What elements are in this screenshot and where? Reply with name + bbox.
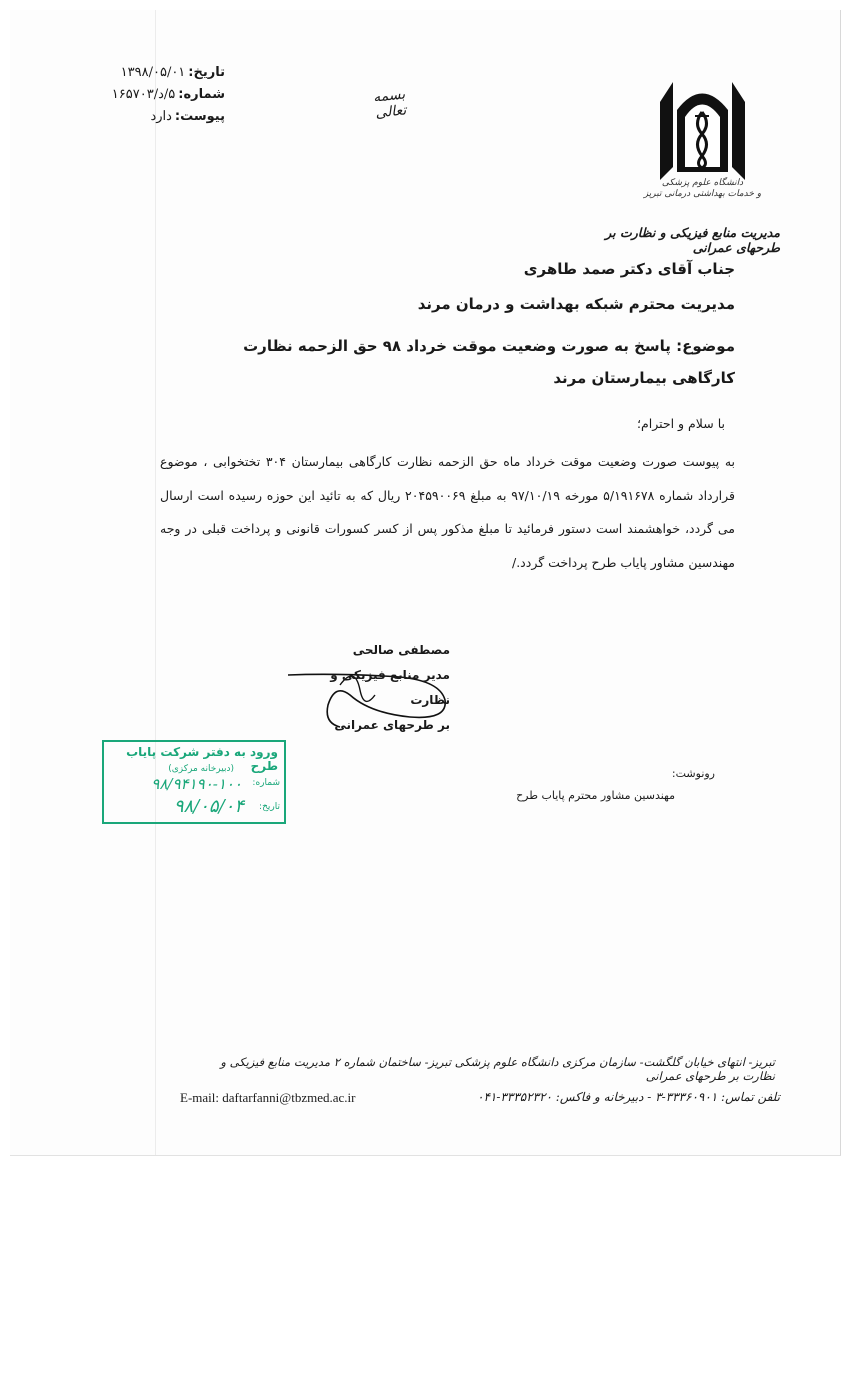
stamp-subtitle: (دبیرخانه مرکزی)	[168, 764, 234, 774]
date-value: ۱۳۹۸/۰۵/۰۱	[120, 65, 186, 80]
greeting: با سلام و احترام؛	[637, 416, 725, 431]
cc-label: رونوشت:	[671, 767, 715, 780]
attachment-label: پیوست:	[174, 109, 225, 124]
stamp-date-label: تاریخ:	[259, 802, 280, 812]
stamp-number-value: ۹۸/۹۴۱۹۰-۱۰۰	[151, 775, 242, 793]
attachment-row	[105, 106, 225, 128]
date-label: تاریخ:	[188, 65, 225, 80]
signer-name: مصطفی صالحی	[352, 643, 450, 657]
university-logo-icon	[655, 72, 750, 182]
stamp-number-label: شماره:	[252, 778, 280, 788]
receipt-stamp	[102, 740, 286, 824]
signature-block	[300, 638, 450, 738]
stamp-title: ورود به دفتر شرکت پایاب طرح	[126, 745, 278, 773]
signer-title-line2: بر طرحهای عمرانی	[334, 718, 450, 732]
letter-body: به پیوست صورت وضعیت موقت خرداد ماه حق الزحمه نظارت کارگاهی بیمارستان ۳۰۴ تختخوابی ، موضوع قرارداد شماره ۵/۱۹۱۶۷۸ مورخه ۹۷/۱۰/۱۹ به مبلغ ۲۰۴۵۹۰۰۶۹ ریال که به تائید این حوزه رسیده است ارسال می گردد، خواهشمند است دستور فرمائید تا مبلغ مذکور پس از کسر کسورات قانونی و پرداخت قبلی در وجه مهندسین مشاور پایاب طرح پرداخت گردد./	[160, 454, 735, 570]
logo-caption-line2: و خدمات بهداشتی درمانی تبریز	[643, 189, 762, 199]
number-label: شماره:	[178, 87, 225, 102]
letter-metadata	[105, 62, 225, 128]
footer-phone: تلفن تماس: ۳۳۳۶۰۹۰۱-۳ - دبیرخانه و فاکس: ۳۳۳۵۲۳۲۰-۰۴۱	[477, 1090, 780, 1104]
letter-subject: موضوع: پاسخ به صورت وضعیت موقت خرداد ۹۸ حق الزحمه نظارت کارگاهی بیمارستان مرند	[243, 337, 735, 387]
signer-title-line1: مدیر منابع فیزیکی و نظارت	[330, 668, 450, 707]
addressee-org: مدیریت محترم شبکه بهداشت و درمان مرند	[417, 295, 735, 313]
attachment-value: دارد	[150, 109, 172, 124]
logo-caption-line1: دانشگاه علوم پزشکی	[661, 178, 744, 188]
footer-email: E-mail: daftarfanni@tbzmed.ac.ir	[180, 1090, 356, 1105]
department-name: مدیریت منابع فیزیکی و نظارت بر طرحهای عمرانی	[605, 225, 780, 255]
number-row	[105, 84, 225, 106]
cc-recipient: مهندسین مشاور محترم پایاب طرح	[516, 789, 675, 802]
fold-line	[155, 10, 156, 1155]
footer-address: تبریز- انتهای خیابان گلگشت- سازمان مرکزی دانشگاه علوم پزشکی تبریز- ساختمان شماره ۲ مدیریت منابع فیزیکی و نظارت بر طرحهای عمرانی	[220, 1055, 775, 1083]
date-row	[105, 62, 225, 84]
addressee-name: جناب آقای دکتر صمد طاهری	[523, 260, 735, 278]
logo-caption	[640, 178, 765, 200]
basmala: بسمه تعالی	[372, 86, 408, 122]
number-value: ۵/د/۱۶۵۷۰۳	[111, 87, 176, 102]
stamp-date-value: ۹۸/۰۵/۰۴	[173, 796, 244, 817]
